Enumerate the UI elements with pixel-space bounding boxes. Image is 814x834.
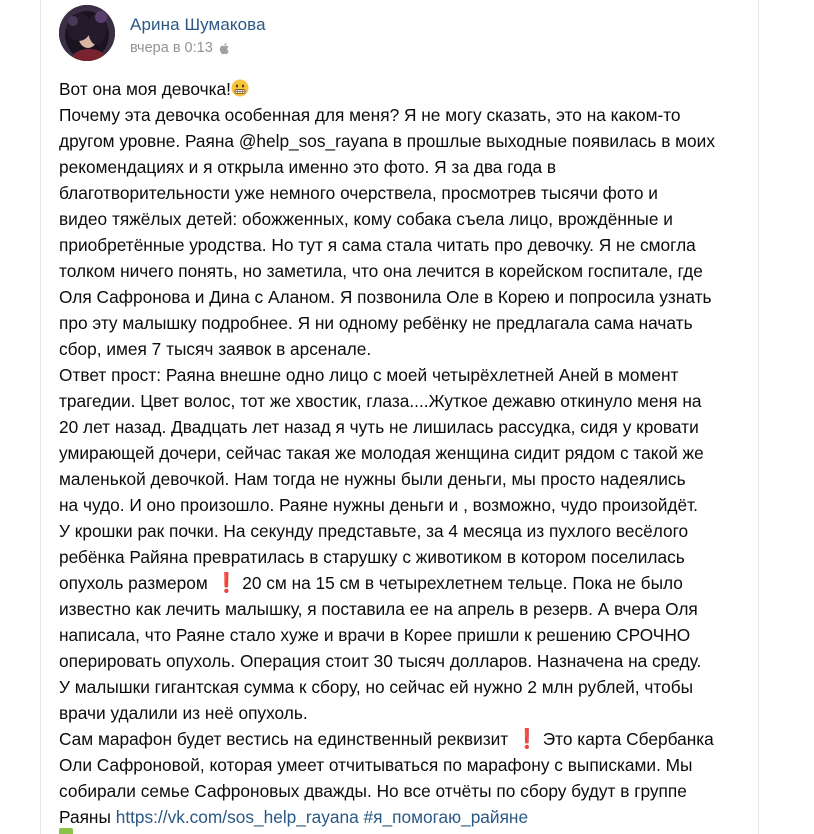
author-name[interactable]: Арина Шумакова (130, 15, 266, 34)
text-line: 20 лет назад. Двадцать лет назад я чуть не лишилась рассудка, сидя у кровати (59, 417, 699, 437)
text-line: про эту малышку подробнее. Я ни одному ребёнку не предлагала сама начать (59, 313, 693, 333)
text-line: Почему эта девочка особенная для меня? Я не могу сказать, это на каком-то (59, 105, 681, 125)
apple-icon (219, 42, 230, 55)
text-line: У малышки гигантская сумма к сбору, но сейчас ей нужно 2 млн рублей, чтобы (59, 677, 694, 697)
text-line: умирающей дочери, сейчас такая же молодая женщина сидит рядом с такой же (59, 443, 704, 463)
text-line: оперировать опухоль. Операция стоит 30 тысяч долларов. Назначена на среду. (59, 651, 702, 671)
text-line: видео тяжёлых детей: обожженных, кому собака съела лицо, врождённые и (59, 209, 673, 229)
text-segment: опухоль размером (59, 573, 208, 593)
text-line (59, 804, 751, 830)
exclamation-icon: ❗ (214, 573, 239, 594)
text-line (59, 726, 751, 752)
text-line: толком ничего понять, но заметила, что она лечится в корейском госпитале, где (59, 261, 703, 281)
text-line: написала, что Раяне стало хуже и врачи в Корее пришли к решению СРОЧНО (59, 625, 691, 645)
text-line: другом уровне. Раяна @help_sos_rayana в прошлые выходные появилась в моих (59, 131, 715, 151)
text-segment: Это карта Сбербанка (542, 729, 714, 749)
post-timestamp[interactable]: вчера в 0:13 (130, 40, 213, 56)
text-line: Оли Сафроновой, которая умеет отчитываться по марафону с выписками. Мы (59, 755, 693, 775)
text-line (59, 570, 751, 596)
text-line: на чудо. И оно произошло. Раяне нужны деньги и , возможно, чудо произойдёт. (59, 495, 698, 515)
post-meta (130, 40, 230, 56)
grimacing-emoji-icon (231, 79, 249, 97)
text-line: врачи удалили из неё опухоль. (59, 703, 308, 723)
exclamation-icon: ❗ (515, 729, 539, 750)
next-post-indicator (59, 828, 73, 834)
text-segment: 20 см на 15 см в четырехлетнем тельце. Пока не было (242, 573, 683, 593)
post-header (59, 5, 659, 65)
hashtag-link[interactable]: #я_помогаю_райяне (363, 807, 529, 827)
avatar-image (59, 5, 115, 61)
text-line: трагедии. Цвет волос, тот же хвостик, глаза....Жуткое дежавю откинуло меня на (59, 391, 702, 411)
text-line: маленькой девочкой. Нам тогда не нужны были деньги, мы просто надеялись (59, 469, 686, 489)
group-link[interactable]: https://vk.com/sos_help_rayana (115, 807, 359, 827)
text-line: известно как лечить малышку, я поставила ее на апрель в резерв. А вчера Оля (59, 599, 698, 619)
text-line: ребёнка Райяна превратилась в старушку с животиком в котором поселилась (59, 547, 685, 567)
post-text (59, 76, 751, 830)
text-line (59, 76, 751, 102)
text-line: сбор, имея 7 тысяч заявок в арсенале. (59, 339, 372, 359)
text-line: приобретённые уродства. Но тут я сама стала читать про девочку. Я не смогла (59, 235, 696, 255)
text-line: Оля Сафронова и Дина с Аланом. Я позвонила Оле в Корею и попросила узнать (59, 287, 712, 307)
left-divider (40, 0, 41, 834)
text-line: благотворительности уже немного очерствела, просмотрев тысячи фото и (59, 183, 658, 203)
avatar[interactable] (59, 5, 115, 61)
right-divider (758, 0, 759, 834)
text-segment: Раяны (59, 807, 111, 827)
text-segment: Вот она моя девочка! (59, 79, 231, 99)
text-line: рекомендациях и я открыла именно это фото. Я за два года в (59, 157, 557, 177)
text-line: собирали семье Сафроновых дважды. Но все отчёты по сбору будут в группе (59, 781, 687, 801)
text-line: У крошки рак почки. На секунду представьте, за 4 месяца из пухлого весёлого (59, 521, 689, 541)
text-line: Ответ прост: Раяна внешне одно лицо с моей четырёхлетней Аней в момент (59, 365, 679, 385)
text-segment: Сам марафон будет вестись на единственный реквизит (59, 729, 509, 749)
